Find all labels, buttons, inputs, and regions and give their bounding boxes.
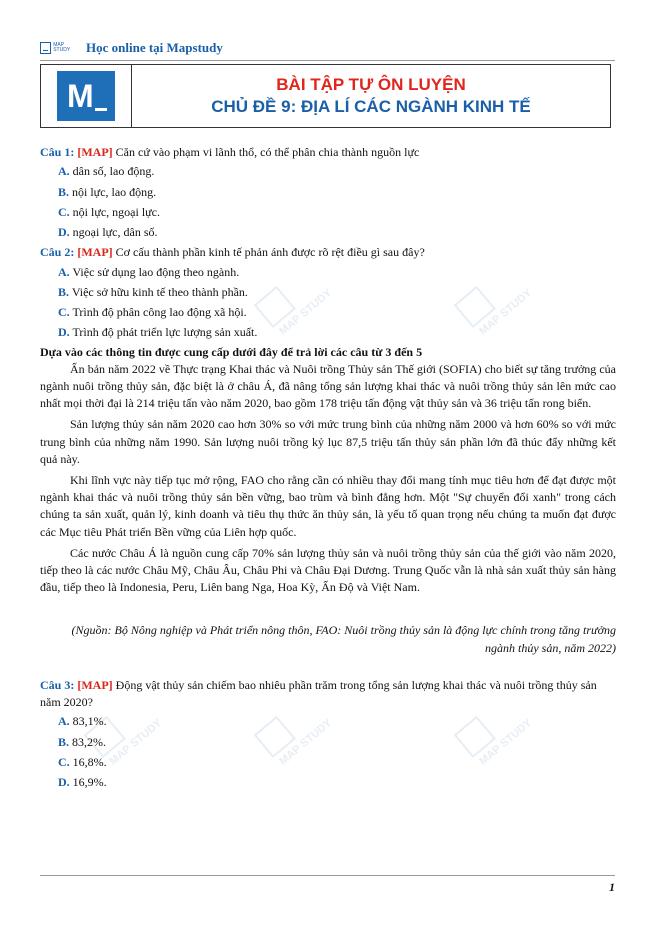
option: C. nội lực, ngoại lực. [58, 204, 160, 219]
header-title: Học online tại Mapstudy [86, 40, 223, 55]
option: D. Trình độ phát triển lực lượng sản xuất. [58, 325, 258, 340]
mapstudy-logo-icon: MAP STUDY [40, 40, 80, 56]
passage-paragraph: Khi lĩnh vực này tiếp tục mở rộng, FAO cho rằng cần có nhiều thay đổi mang tính mục tiêu hơn để đạt được một ngành khai thác và nuôi trồng thủy sản bền vững, bao trùm và bình đẳng hơn. Một "Sự chuyển đổi xanh" trong cách chúng ta sản xuất, quản lý, kinh doanh và tiêu thụ thức ăn thủy sản, là yếu tố quan trọng nếu chúng ta muốn đạt được các Mục tiêu Phát triển Bền vững của Liên hợp quốc. [40, 473, 616, 539]
watermark-logo: MAP STUDY [454, 254, 567, 367]
title-box [40, 64, 611, 128]
option: D. 16,9%. [58, 775, 107, 790]
option: B. Việc sở hữu kinh tế theo thành phần. [58, 284, 248, 299]
option: B. nội lực, lao động. [58, 184, 157, 199]
footer-divider [40, 875, 615, 876]
question-3: Câu 3: [MAP] Động vật thủy sản chiếm bao nhiêu phần trăm trong tổng sản lượng khai thác và nuôi trồng thủy sản năm 2020? [40, 677, 597, 710]
doc-subtitle: CHỦ ĐỀ 9: ĐỊA LÍ CÁC NGÀNH KINH TẾ [211, 97, 531, 116]
option: C. 16,8%. [58, 754, 107, 769]
option: D. ngoại lực, dân số. [58, 225, 158, 240]
logo-cell [41, 65, 132, 127]
passage-paragraph: Sản lượng thủy sản năm 2020 cao hơn 30% so với mức trung bình của những năm 2000 và hơn 60% so với mức trung bình của những năm 1990. Sản lượng nuôi trồng kỷ lục 87,5 triệu tấn thủy sản phần lớn đã thúc đẩy những kết quả này. [40, 417, 616, 466]
watermark-logo: MAP STUDY [254, 254, 367, 367]
option: A. 83,1%. [58, 714, 107, 729]
mapstudy-big-logo-icon: M [57, 71, 115, 121]
option: A. dân số, lao động. [58, 164, 155, 179]
passage-source: (Nguồn: Bộ Nông nghiệp và Phát triển nông thôn, FAO: Nuôi trồng thủy sản là động lực chính trong tăng trưởng ngành thủy sản, năm 2022) [71, 623, 616, 655]
option: A. Việc sử dụng lao động theo ngành. [58, 264, 240, 279]
watermark-logo: MAP STUDY [254, 684, 367, 797]
page-header [40, 38, 223, 58]
passage-paragraph: Các nước Châu Á là nguồn cung cấp 70% sản lượng thủy sản và nuôi trồng thủy sản của thế giới vào năm 2020, tiếp theo là các nước Châu Mỹ, Châu Âu, Châu Phi và Châu Đại Dương. Trung Quốc vẫn là nhà sản xuất thủy sản hàng đầu, tiếp theo là Indonesia, Peru, Liên bang Nga, Hoa Kỳ, Ấn Độ và Việt Nam. [40, 545, 616, 595]
content [40, 144, 616, 792]
question-1: Câu 1: [MAP] Căn cứ vào phạm vi lãnh thổ, có thể phân chia thành nguồn lực [40, 145, 420, 159]
option: C. Trình độ phân công lao động xã hội. [58, 305, 247, 320]
option: B. 83,2%. [58, 734, 107, 749]
page-number: 1 [609, 880, 615, 894]
header-divider [40, 60, 615, 61]
watermark-logo: MAP STUDY [84, 684, 197, 797]
passage-paragraph: Ấn bản năm 2022 về Thực trạng Khai thác và Nuôi trồng Thủy sản Thế giới (SOFIA) cho biết sự tăng trưởng của ngành nuôi trồng thủy sản, đặc biệt là ở châu Á, đã nâng tổng sản lượng khai thác và nuôi trồng thủy sản lên mức cao nhất mọi thời đại là 214 triệu tấn vào năm 2020, bao gồm 178 triệu tấn động vật thủy sản và 36 triệu tấn rong biển. [40, 361, 616, 411]
question-2: Câu 2: [MAP] Cơ cấu thành phần kinh tế phản ánh được rõ rệt điều gì sau đây? [40, 245, 425, 260]
passage-intro: Dựa vào các thông tin được cung cấp dưới đây để trả lời các câu từ 3 đến 5 [40, 344, 423, 359]
doc-title: BÀI TẬP TỰ ÔN LUYỆN [276, 75, 466, 94]
title-cell [132, 65, 610, 127]
watermark-logo: MAP STUDY [454, 684, 567, 797]
